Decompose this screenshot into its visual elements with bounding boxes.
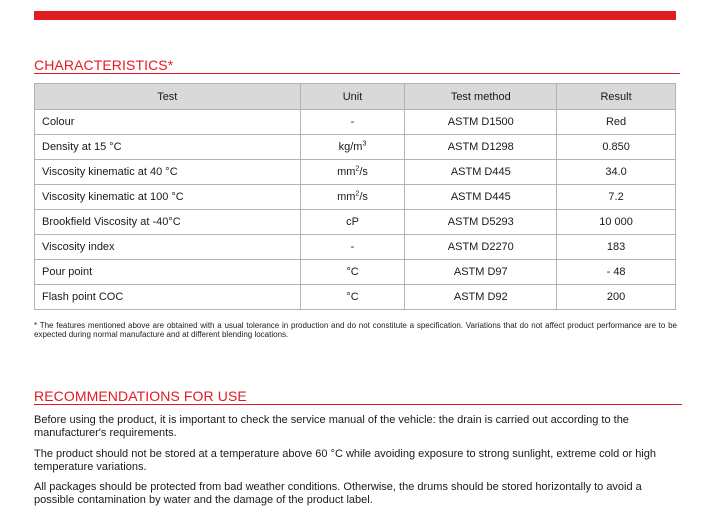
cell-result: 183 (557, 235, 676, 260)
cell-unit: cP (300, 210, 405, 235)
column-header-unit: Unit (300, 84, 405, 110)
cell-test: Pour point (35, 260, 301, 285)
characteristics-table (34, 83, 676, 310)
table-row (35, 260, 676, 285)
cell-result: Red (557, 110, 676, 135)
cell-test: Viscosity kinematic at 100 °C (35, 185, 301, 210)
unit-text: kg/m (338, 141, 363, 153)
cell-test: Flash point COC (35, 285, 301, 310)
characteristics-heading: CHARACTERISTICS* (34, 57, 174, 73)
cell-method: ASTM D1298 (405, 135, 557, 160)
cell-unit: °C (300, 285, 405, 310)
cell-result: 7.2 (557, 185, 676, 210)
cell-result: 10 000 (557, 210, 676, 235)
cell-test: Viscosity kinematic at 40 °C (35, 160, 301, 185)
table-header-row (35, 84, 676, 110)
cell-method: ASTM D1500 (405, 110, 557, 135)
cell-unit: °C (300, 260, 405, 285)
recommendations-heading: RECOMMENDATIONS FOR USE (34, 388, 247, 404)
cell-method: ASTM D445 (405, 160, 557, 185)
column-header-test-method: Test method (405, 84, 557, 110)
cell-test: Density at 15 °C (35, 135, 301, 160)
cell-test: Colour (35, 110, 301, 135)
cell-result: 34.0 (557, 160, 676, 185)
unit-superscript: 2 (355, 165, 360, 173)
table-row (35, 160, 676, 185)
recommendation-paragraph: All packages should be protected from bad weather conditions. Otherwise, the drums should be stored horizontally to avoid a possible contamination by water and the damage of the product label. (34, 481, 642, 506)
cell-method: ASTM D5293 (405, 210, 557, 235)
cell-method: ASTM D97 (405, 260, 557, 285)
column-header-result: Result (557, 84, 676, 110)
unit-text: mm (337, 166, 356, 178)
cell-unit (300, 185, 405, 210)
table-row (35, 135, 676, 160)
cell-unit (300, 135, 405, 160)
unit-superscript: 2 (355, 190, 360, 198)
unit-tail: /s (359, 166, 368, 178)
cell-method: ASTM D2270 (405, 235, 557, 260)
table-row (35, 110, 676, 135)
column-header-test: Test (35, 84, 301, 110)
cell-unit: - (300, 235, 405, 260)
cell-result: - 48 (557, 260, 676, 285)
recommendation-paragraph: The product should not be stored at a temperature above 60 °C while avoiding exposure to strong sunlight, extreme cold or high temperature variations. (34, 448, 656, 473)
table-row (35, 235, 676, 260)
cell-method: ASTM D445 (405, 185, 557, 210)
cell-result: 200 (557, 285, 676, 310)
recommendation-paragraph: Before using the product, it is important to check the service manual of the vehicle: the drain is carried out according to the manufacturer's requirements. (34, 414, 629, 439)
cell-test: Brookfield Viscosity at -40°C (35, 210, 301, 235)
unit-tail: /s (359, 191, 368, 203)
cell-result: 0.850 (557, 135, 676, 160)
unit-text: mm (337, 191, 356, 203)
top-red-bar (34, 11, 676, 20)
characteristics-footnote: * The features mentioned above are obtained with a usual tolerance in production and do not constitute a specification. Variations that do not affect product performance are to be expected during normal manufacture and at different blending locations. (34, 321, 677, 339)
characteristics-underline (34, 73, 680, 74)
table-row (35, 285, 676, 310)
cell-unit (300, 160, 405, 185)
table-row (35, 210, 676, 235)
table-row (35, 185, 676, 210)
recommendations-underline (34, 404, 682, 405)
unit-superscript: 3 (362, 140, 367, 148)
cell-unit: - (300, 110, 405, 135)
cell-method: ASTM D92 (405, 285, 557, 310)
cell-test: Viscosity index (35, 235, 301, 260)
